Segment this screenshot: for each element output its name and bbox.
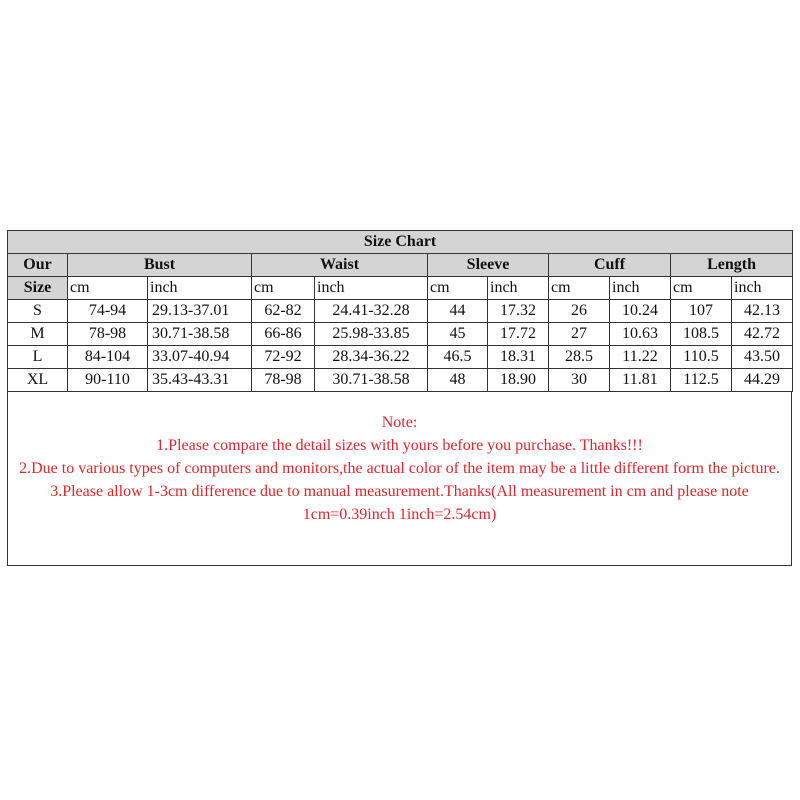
group-header-length: Length [671,254,793,277]
table-row [8,300,793,323]
unit-cell: cm [252,277,315,300]
unit-cell: inch [488,277,549,300]
table-cell: 44.29 [732,369,793,392]
group-header-bust: Bust [68,254,252,277]
table-row [8,323,793,346]
note-line-3: 3.Please allow 1-3cm difference due to manual measurement.Thanks(All measurement in cm and please note 1cm=0.39inch 1inch=2.54cm) [50,483,749,523]
size-table [7,230,793,392]
table-cell: 110.5 [671,346,732,369]
table-cell: 11.81 [610,369,671,392]
group-header-cuff: Cuff [549,254,671,277]
note-line-2: 2.Due to various types of computers and monitors,the actual color of the item may be a little different form the picture. [19,460,780,477]
table-cell: 74-94 [68,300,148,323]
unit-cell: cm [428,277,488,300]
size-label: XL [8,369,68,392]
table-row [8,369,793,392]
table-cell: 46.5 [428,346,488,369]
table-cell: 33.07-40.94 [148,346,252,369]
group-header-waist: Waist [252,254,428,277]
size-chart [7,230,792,566]
size-label: L [8,346,68,369]
size-header-bottom: Size [8,277,68,300]
group-header-row [8,254,793,277]
table-cell: 10.24 [610,300,671,323]
group-header-sleeve: Sleeve [428,254,549,277]
table-cell: 84-104 [68,346,148,369]
unit-cell: inch [732,277,793,300]
unit-row [8,277,793,300]
table-cell: 11.22 [610,346,671,369]
table-cell: 26 [549,300,610,323]
table-cell: 42.72 [732,323,793,346]
unit-cell: cm [671,277,732,300]
table-cell: 30.71-38.58 [315,369,428,392]
note-line-1: 1.Please compare the detail sizes with yours before you purchase. Thanks!!! [156,437,643,454]
unit-cell: inch [610,277,671,300]
table-row [8,346,793,369]
table-cell: 108.5 [671,323,732,346]
table-cell: 18.31 [488,346,549,369]
chart-title: Size Chart [8,231,793,254]
table-cell: 10.63 [610,323,671,346]
unit-cell: inch [315,277,428,300]
table-cell: 30.71-38.58 [148,323,252,346]
table-cell: 17.72 [488,323,549,346]
table-cell: 30 [549,369,610,392]
note-box [7,392,792,566]
table-cell: 62-82 [252,300,315,323]
size-label: M [8,323,68,346]
table-cell: 42.13 [732,300,793,323]
note-heading: Note: [381,414,418,431]
unit-cell: cm [549,277,610,300]
table-cell: 66-86 [252,323,315,346]
unit-cell: inch [148,277,252,300]
table-cell: 43.50 [732,346,793,369]
table-cell: 17.32 [488,300,549,323]
size-label: S [8,300,68,323]
size-header-top: Our [8,254,68,277]
table-cell: 78-98 [68,323,148,346]
table-cell: 45 [428,323,488,346]
table-cell: 112.5 [671,369,732,392]
table-cell: 44 [428,300,488,323]
table-cell: 107 [671,300,732,323]
table-cell: 28.34-36.22 [315,346,428,369]
table-cell: 35.43-43.31 [148,369,252,392]
table-cell: 48 [428,369,488,392]
unit-cell: cm [68,277,148,300]
table-cell: 28.5 [549,346,610,369]
table-cell: 90-110 [68,369,148,392]
table-cell: 72-92 [252,346,315,369]
table-cell: 27 [549,323,610,346]
table-cell: 29.13-37.01 [148,300,252,323]
table-cell: 25.98-33.85 [315,323,428,346]
table-cell: 18.90 [488,369,549,392]
table-cell: 78-98 [252,369,315,392]
table-cell: 24.41-32.28 [315,300,428,323]
